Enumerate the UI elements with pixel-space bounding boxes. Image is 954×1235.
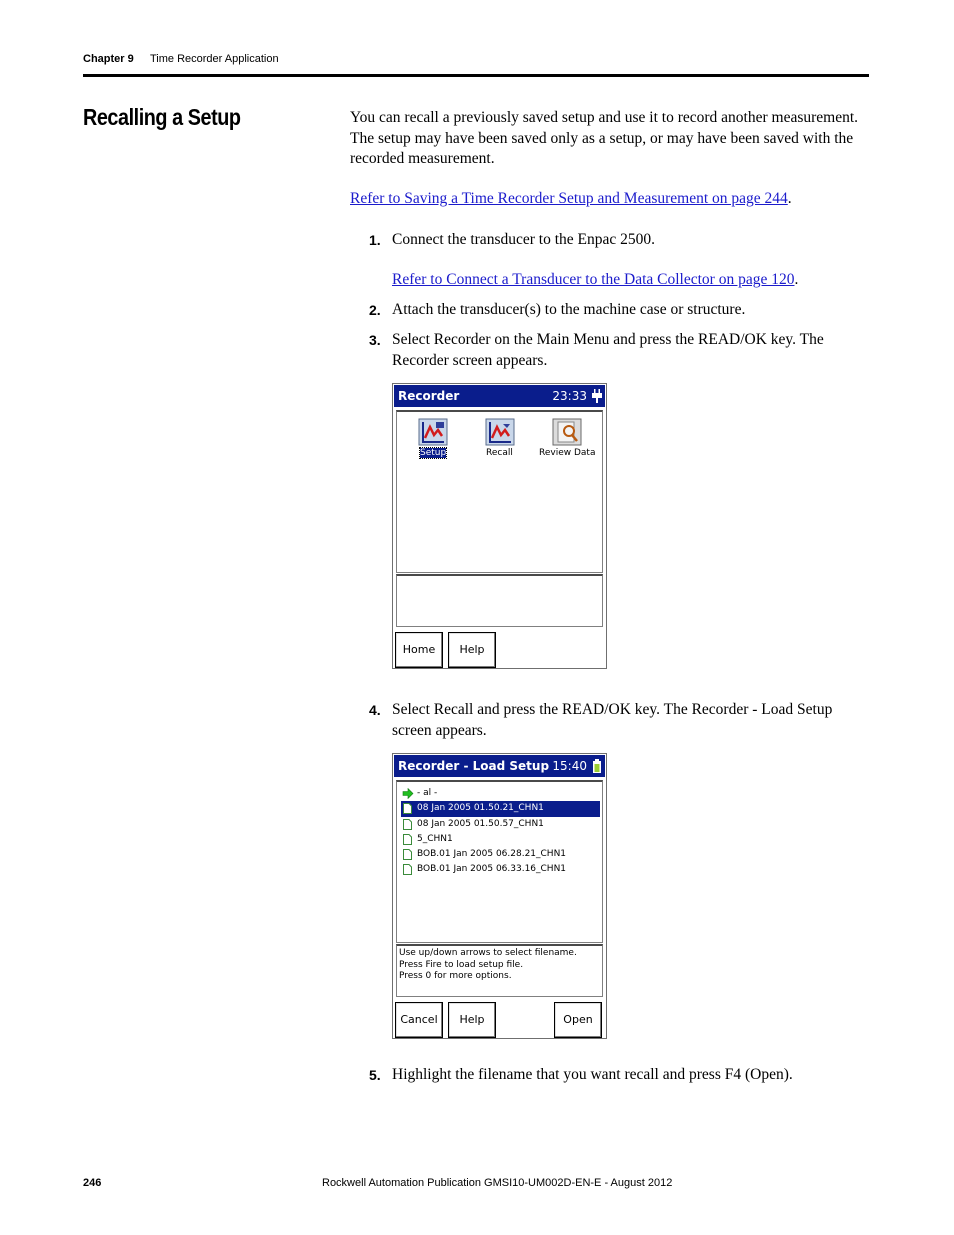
hint-line: Press Fire to load setup file.: [399, 959, 524, 970]
up-directory-label: - al -: [417, 788, 438, 798]
file-name: BOB.01 Jan 2005 06.28.21_CHN1: [417, 849, 567, 860]
running-header: [83, 53, 279, 65]
green-arrow-icon: [402, 788, 414, 799]
ref-paragraph: Refer to Saving a Time Recorder Setup and Measurement on page 244.: [350, 190, 792, 207]
cancel-button[interactable]: Cancel: [395, 1002, 443, 1038]
file-icon: [403, 849, 412, 860]
publication-info: Rockwell Automation Publication GMSI10-UM002D-EN-E - August 2012: [322, 1177, 673, 1189]
chapter-label: Chapter 9: [83, 53, 134, 65]
file-name: 08 Jan 2005 01.50.57_CHN1: [417, 818, 544, 829]
connect-transducer-link[interactable]: Refer to Connect a Transducer to the Data Collector on page 120: [392, 271, 795, 288]
page-number: 246: [83, 1177, 102, 1189]
power-plug-icon: [592, 389, 602, 403]
step-text: Select Recorder on the Main Menu and press the READ/OK key. The Recorder screen appears.: [392, 331, 824, 369]
review-data-icon: [552, 418, 582, 446]
file-item[interactable]: [401, 832, 600, 847]
recorder-screen: [392, 383, 607, 669]
help-button[interactable]: Help: [448, 1002, 496, 1038]
hint-pane: [396, 944, 603, 997]
recorder-titlebar: [394, 385, 605, 407]
load-setup-screen: [392, 753, 607, 1039]
file-name: BOB.01 Jan 2005 06.33.16_CHN1: [417, 864, 567, 875]
load-setup-titlebar: [394, 755, 605, 777]
recorder-setup-icon: [418, 418, 448, 446]
step-text: Connect the transducer to the Enpac 2500.: [392, 231, 655, 248]
file-icon: [403, 864, 412, 875]
clock: 23:33: [552, 389, 587, 403]
file-icon: [403, 834, 412, 845]
screen-title: Recorder - Load Setup: [398, 759, 550, 773]
hint-line: Use up/down arrows to select filename.: [399, 948, 577, 958]
message-pane: [396, 574, 603, 627]
hint-text: [399, 948, 577, 983]
section-heading: Recalling a Setup: [83, 104, 241, 130]
clock: 15:40: [552, 759, 587, 773]
step-number: 1.: [369, 232, 381, 248]
step-number: 4.: [369, 702, 381, 718]
step-number: 3.: [369, 332, 381, 348]
step-text: Select Recall and press the READ/OK key. The Recorder - Load Setup screen appears.: [392, 701, 833, 739]
recall-label: Recall: [486, 448, 513, 458]
header-rule: [83, 74, 869, 77]
intro-paragraph: You can recall a previously saved setup and use it to record another measurement. The setup may have been saved only as a setup, or may have been saved with the recorded measurement.: [350, 109, 859, 167]
step-text: Attach the transducer(s) to the machine case or structure.: [392, 301, 746, 318]
saving-setup-link[interactable]: Refer to Saving a Time Recorder Setup and Measurement on page 244: [350, 190, 788, 207]
screen-title: Recorder: [398, 389, 460, 403]
home-button[interactable]: Home: [395, 632, 443, 668]
up-directory-item[interactable]: [401, 786, 600, 801]
file-icon: [403, 819, 412, 830]
battery-icon: [592, 759, 602, 773]
help-button[interactable]: Help: [448, 632, 496, 668]
setup-label: Setup: [420, 448, 447, 458]
step-number: 5.: [369, 1067, 381, 1083]
file-item[interactable]: [401, 862, 600, 877]
file-item[interactable]: [401, 801, 600, 816]
file-name: 5_CHN1: [417, 833, 453, 844]
section-label: Time Recorder Application: [150, 53, 279, 65]
file-list: [396, 780, 603, 943]
file-icon: [403, 803, 412, 814]
icon-pane: [396, 410, 603, 573]
step-text: Highlight the filename that you want recall and press F4 (Open).: [392, 1066, 793, 1083]
review-data-label: Review Data: [539, 448, 596, 458]
file-item[interactable]: [401, 817, 600, 832]
file-item[interactable]: [401, 847, 600, 862]
file-name: 08 Jan 2005 01.50.21_CHN1: [417, 803, 544, 814]
step-number: 2.: [369, 302, 381, 318]
recorder-recall-icon: [485, 418, 515, 446]
open-button[interactable]: Open: [554, 1002, 602, 1038]
hint-line: Press 0 for more options.: [399, 971, 512, 981]
